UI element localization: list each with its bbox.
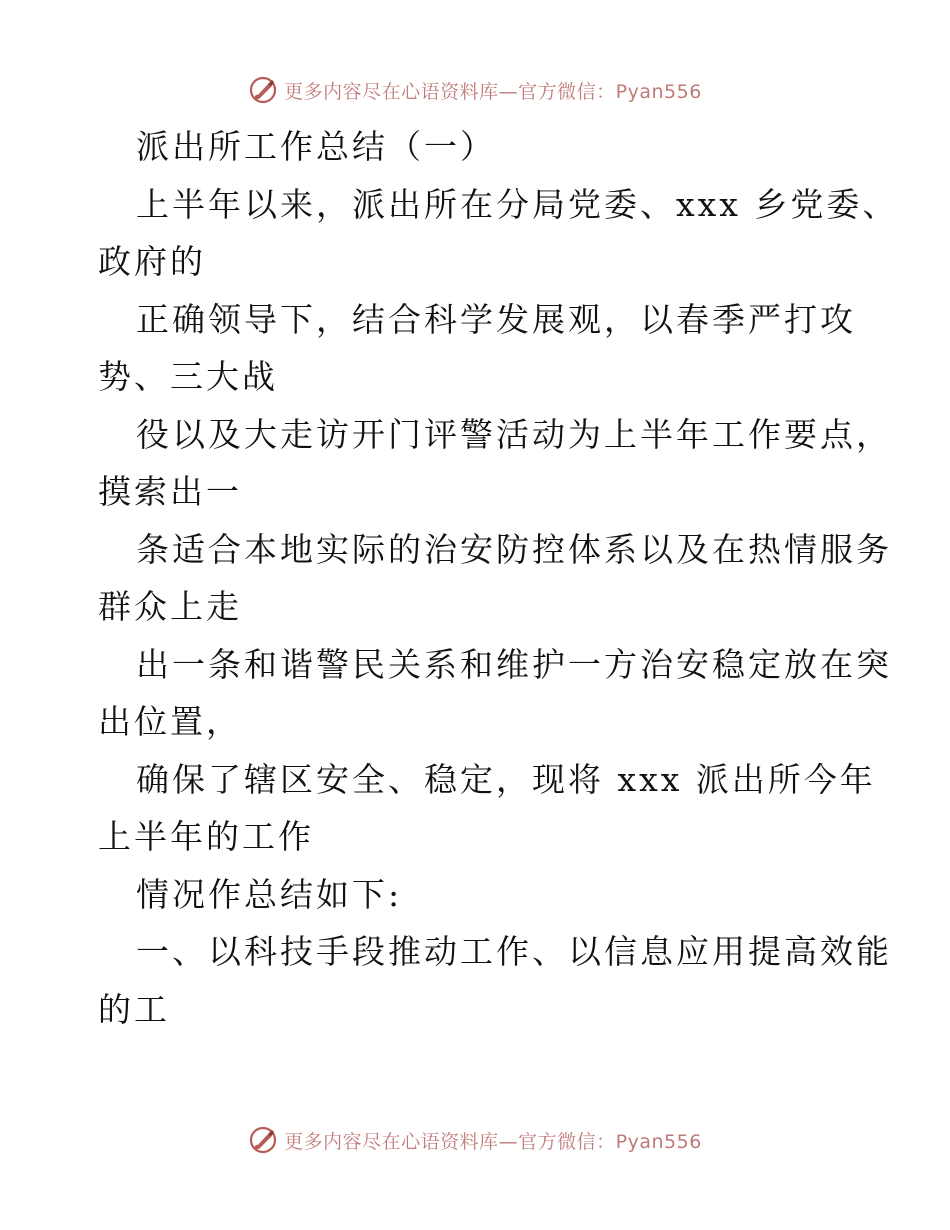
- paragraph-line: 情况作总结如下:: [136, 874, 403, 914]
- document-body: [98, 118, 899, 1038]
- paragraph-line: 势、三大战: [98, 357, 278, 396]
- paragraph-line: 上半年的工作: [98, 817, 314, 856]
- paragraph-line: 出位置，: [98, 702, 242, 741]
- paragraph-line: 正确领导下，结合科学发展观，以春季严打攻: [136, 299, 856, 339]
- brush-logo-icon: [248, 75, 278, 105]
- footer-watermark: [0, 1120, 950, 1160]
- paragraph-line: 群众上走: [98, 587, 242, 626]
- document-title: 派出所工作总结（一）: [136, 127, 496, 166]
- paragraph-line: 确保了辖区安全、稳定，现将 xxx 派出所今年: [136, 759, 876, 799]
- watermark-text: 更多内容尽在心语资料库—官方微信：Pyan556: [284, 80, 702, 103]
- section-heading: 一、以科技手段推动工作、以信息应用提高效能: [136, 932, 892, 971]
- section-heading-continuation: 的工: [98, 989, 170, 1029]
- paragraph-line: 条适合本地实际的治安防控体系以及在热情服务: [136, 529, 892, 569]
- paragraph-line: 上半年以来，派出所在分局党委、xxx 乡党委、: [136, 184, 899, 224]
- paragraph-line: 政府的: [98, 242, 206, 281]
- paragraph-line: 摸索出一: [98, 472, 242, 511]
- header-watermark: [0, 70, 950, 110]
- paragraph-line: 出一条和谐警民关系和维护一方治安稳定放在突: [136, 644, 892, 684]
- paragraph-line: 役以及大走访开门评警活动为上半年工作要点，: [136, 414, 892, 454]
- watermark-text: 更多内容尽在心语资料库—官方微信：Pyan556: [284, 1130, 702, 1153]
- brush-logo-icon: [248, 1125, 278, 1155]
